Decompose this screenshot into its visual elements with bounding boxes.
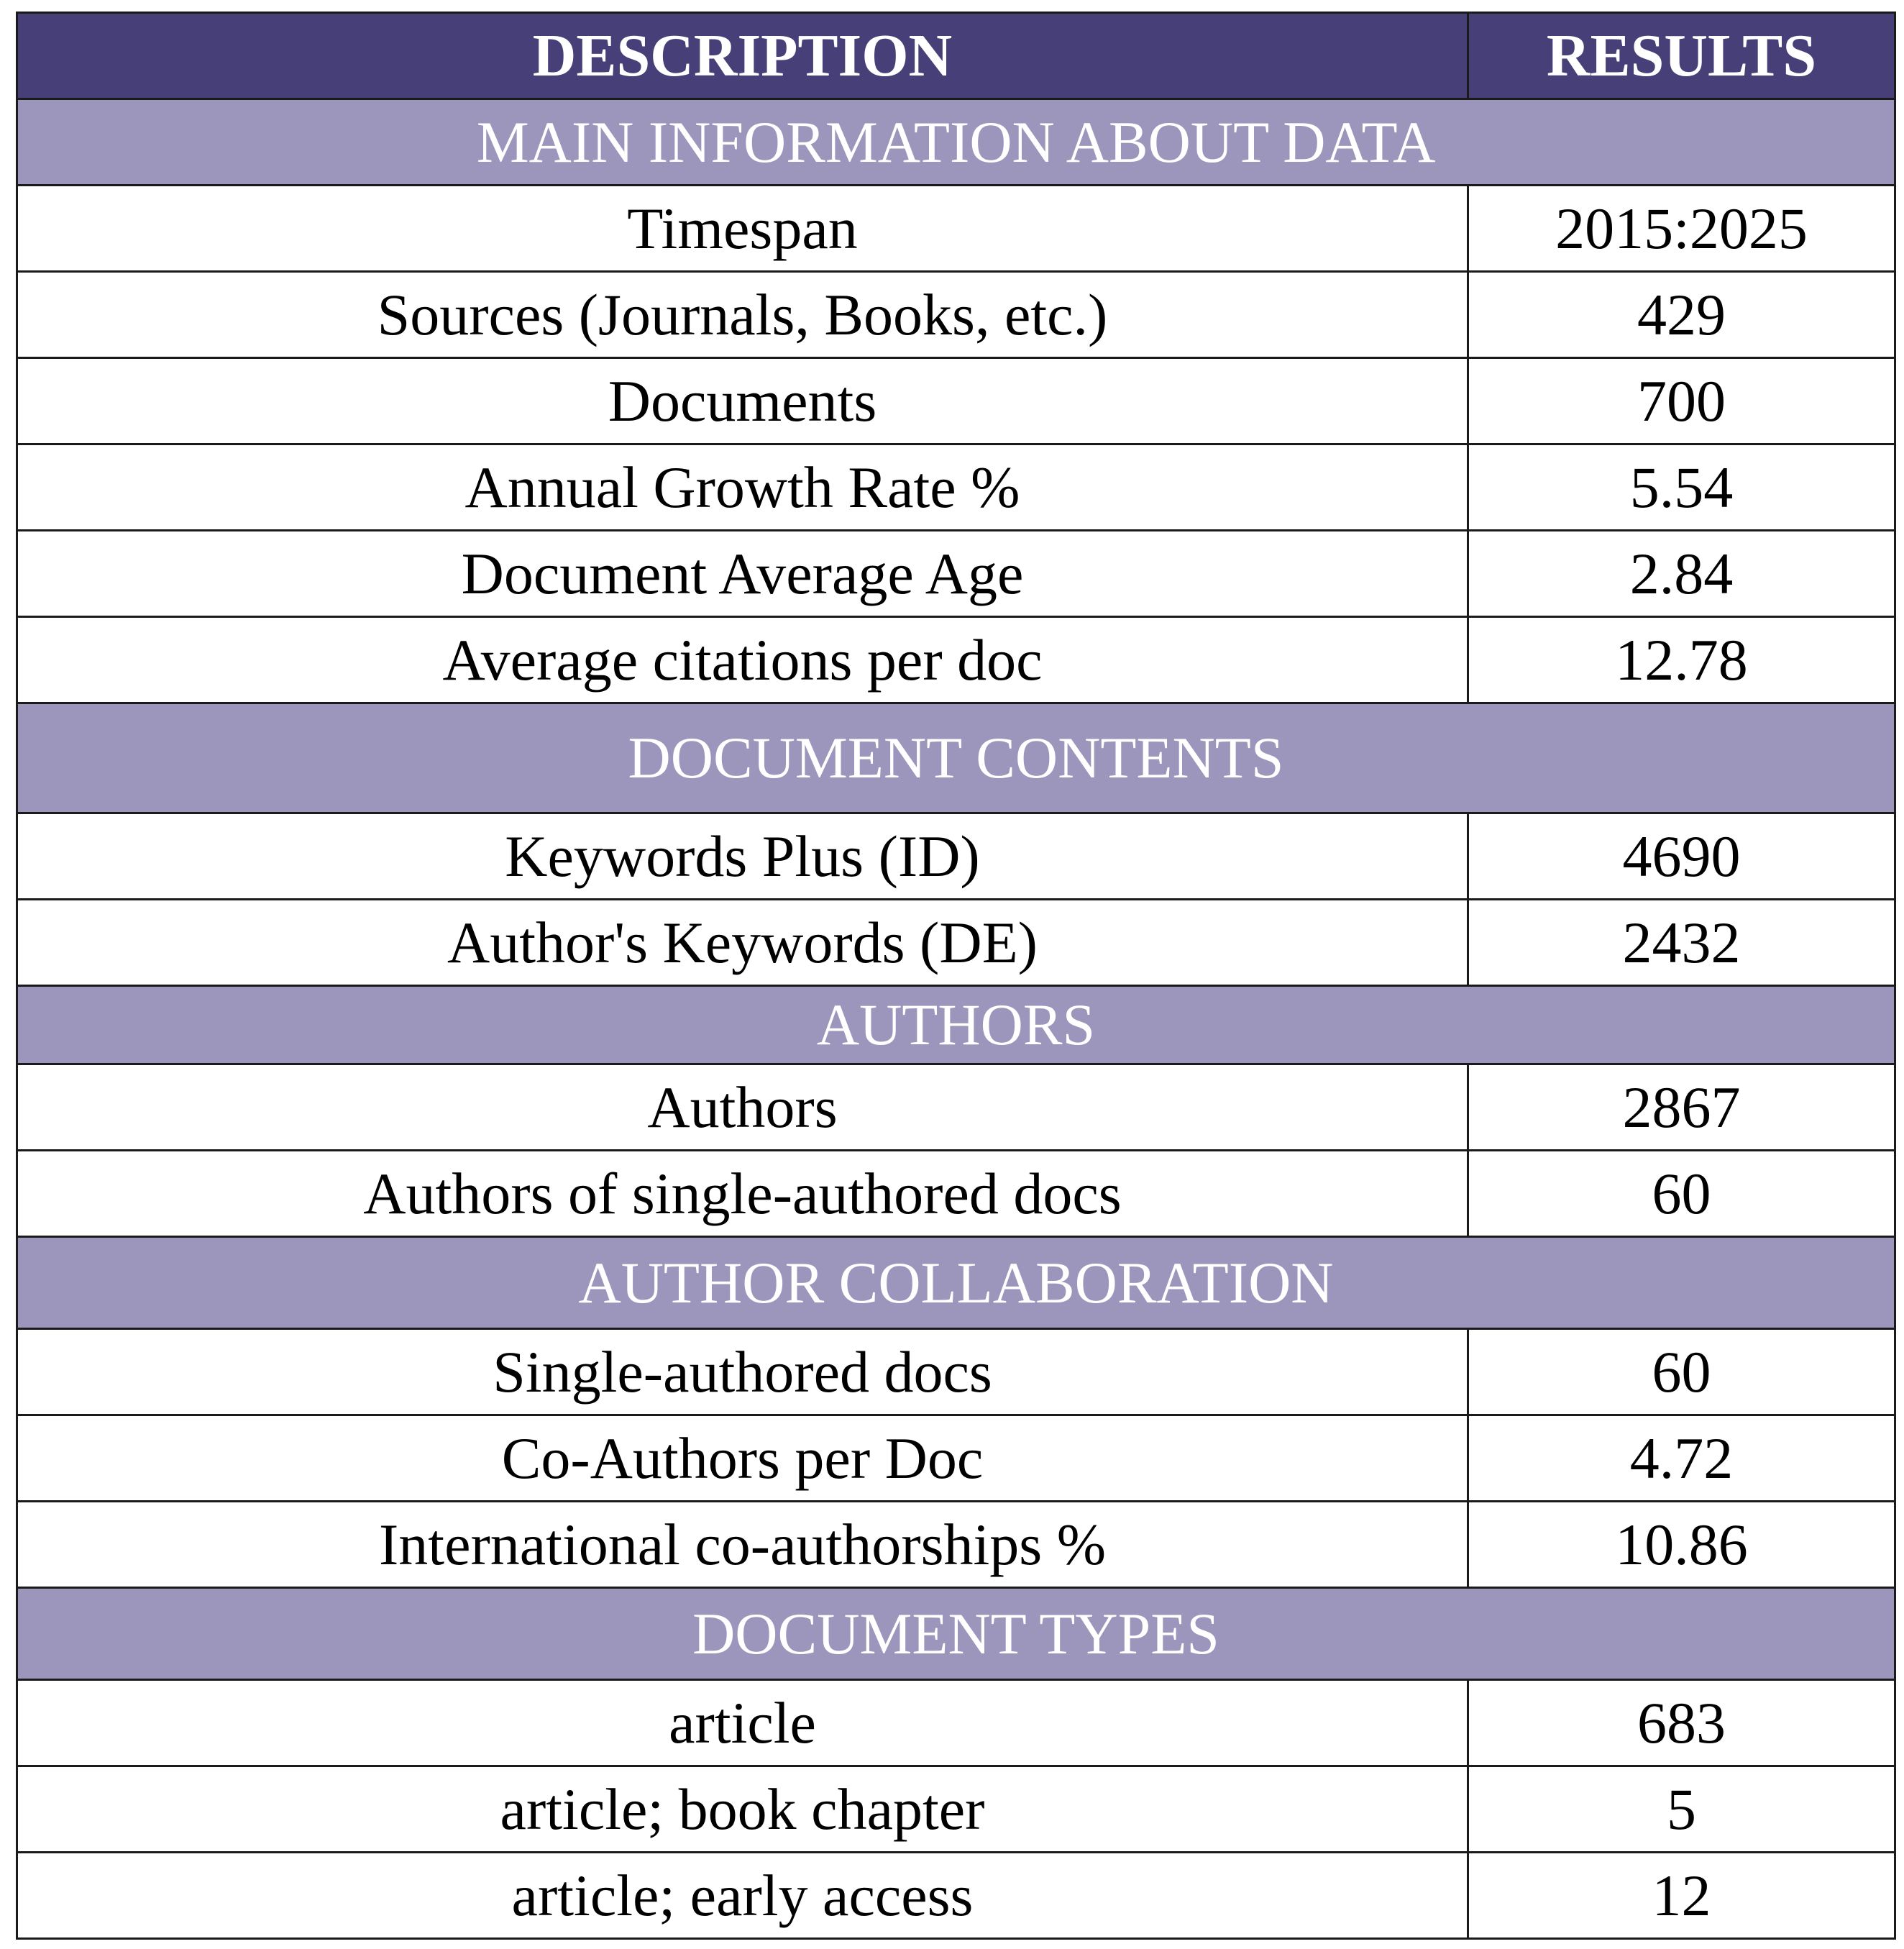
row-label: Sources (Journals, Books, etc.) xyxy=(17,272,1468,358)
description-column-header: DESCRIPTION xyxy=(17,13,1468,99)
row-value: 683 xyxy=(1468,1680,1895,1766)
row-label: article; early access xyxy=(17,1853,1468,1939)
table-row xyxy=(17,1766,1895,1853)
row-value: 60 xyxy=(1468,1329,1895,1415)
main-information-table xyxy=(16,12,1896,1940)
table-row xyxy=(17,617,1895,703)
table-row xyxy=(17,186,1895,272)
table-row xyxy=(17,444,1895,531)
row-label: Authors xyxy=(17,1064,1468,1151)
results-column-header: RESULTS xyxy=(1468,13,1895,99)
table-row xyxy=(17,813,1895,900)
row-value: 429 xyxy=(1468,272,1895,358)
row-label: article xyxy=(17,1680,1468,1766)
section-row-main-information xyxy=(17,99,1895,186)
table-row xyxy=(17,1151,1895,1237)
row-value: 5.54 xyxy=(1468,444,1895,531)
row-label: Document Average Age xyxy=(17,531,1468,617)
row-value: 10.86 xyxy=(1468,1502,1895,1588)
section-title: DOCUMENT CONTENTS xyxy=(17,703,1895,813)
row-value: 2015:2025 xyxy=(1468,186,1895,272)
section-row-document-contents xyxy=(17,703,1895,813)
row-value: 2.84 xyxy=(1468,531,1895,617)
table-row xyxy=(17,1064,1895,1151)
row-value: 4.72 xyxy=(1468,1415,1895,1502)
row-value: 700 xyxy=(1468,358,1895,444)
row-label: Average citations per doc xyxy=(17,617,1468,703)
table-row xyxy=(17,1415,1895,1502)
section-title: AUTHORS xyxy=(17,986,1895,1064)
table-row xyxy=(17,900,1895,986)
row-label: Single-authored docs xyxy=(17,1329,1468,1415)
section-row-document-types xyxy=(17,1588,1895,1680)
table-row xyxy=(17,358,1895,444)
row-value: 2432 xyxy=(1468,900,1895,986)
table-row xyxy=(17,1680,1895,1766)
row-label: Co-Authors per Doc xyxy=(17,1415,1468,1502)
row-label: Annual Growth Rate % xyxy=(17,444,1468,531)
table-header-row xyxy=(17,13,1895,99)
section-title: DOCUMENT TYPES xyxy=(17,1588,1895,1680)
section-title: AUTHOR COLLABORATION xyxy=(17,1237,1895,1329)
section-row-author-collaboration xyxy=(17,1237,1895,1329)
row-value: 12.78 xyxy=(1468,617,1895,703)
row-value: 12 xyxy=(1468,1853,1895,1939)
row-label: Authors of single-authored docs xyxy=(17,1151,1468,1237)
row-value: 5 xyxy=(1468,1766,1895,1853)
row-value: 60 xyxy=(1468,1151,1895,1237)
row-value: 4690 xyxy=(1468,813,1895,900)
table-row xyxy=(17,1502,1895,1588)
section-row-authors xyxy=(17,986,1895,1064)
section-title: MAIN INFORMATION ABOUT DATA xyxy=(17,99,1895,186)
table-row xyxy=(17,272,1895,358)
table-row xyxy=(17,531,1895,617)
table-row xyxy=(17,1329,1895,1415)
row-label: Keywords Plus (ID) xyxy=(17,813,1468,900)
table-row xyxy=(17,1853,1895,1939)
row-label: Timespan xyxy=(17,186,1468,272)
row-label: International co-authorships % xyxy=(17,1502,1468,1588)
row-value: 2867 xyxy=(1468,1064,1895,1151)
row-label: Author's Keywords (DE) xyxy=(17,900,1468,986)
row-label: Documents xyxy=(17,358,1468,444)
row-label: article; book chapter xyxy=(17,1766,1468,1853)
